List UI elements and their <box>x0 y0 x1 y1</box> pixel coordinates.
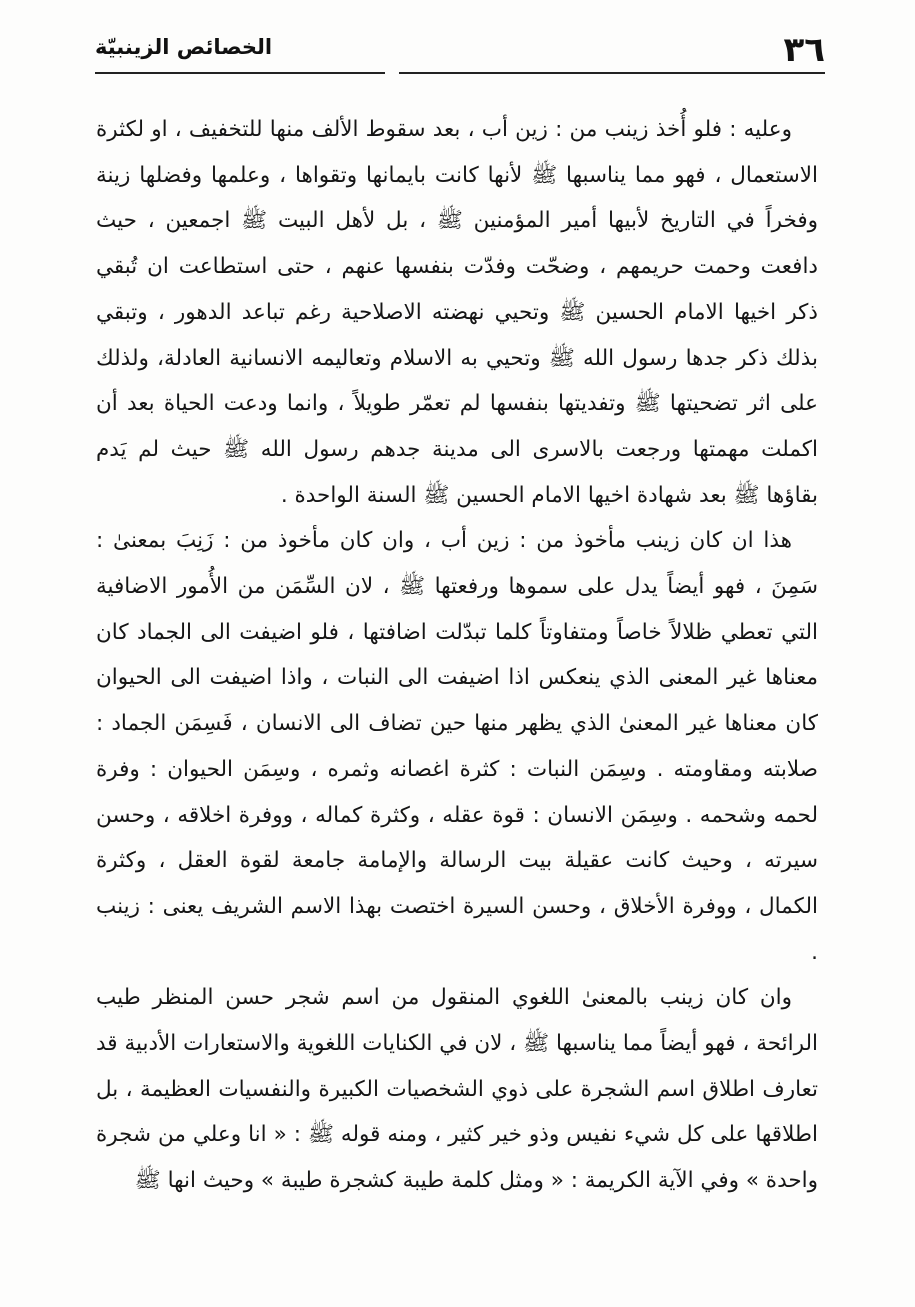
header-rule-gap <box>385 72 399 74</box>
paragraph-2 <box>96 518 818 975</box>
page-number: ٣٦ <box>783 30 825 70</box>
paragraph-1-text: وعليه : فلو أُخذ زينب من : زين أب ، بعد سقوط الألف منها للتخفيف ، او لكثرة الاستعمال ، فهو مما يناسبها ﷺ لأنها كانت بايمانها وتقواها ، وعلمها وفضلها زينة وفخراً في التاريخ لأبيها أمير المؤمنين ﷺ ، بل لأهل البيت ﷺ اجمعين ، حيث دافعت وحمت حريمهم ، وضحّت وفدّت بنفسها عنهم ، حتى استطاعت ان تُبقي ذكر اخيها الامام الحسين ﷺ وتحيي نهضته الاصلاحية رغم تباعد الدهور ، وتبقي بذلك ذكر جدها رسول الله ﷺ وتحيي به الاسلام وتعاليمه الانسانية العادلة، ولذلك على اثر تضحيتها ﷺ وتفديتها بنفسها لم تعمّر طويلاً ، وانما ودعت الحياة بعد أن اكملت مهمتها ورجعت بالاسرى الى مدينة جدهم رسول الله ﷺ حيث لم يَدم بقاؤها ﷺ بعد شهادة اخيها الامام الحسين ﷺ السنة الواحدة . <box>96 117 818 508</box>
paragraph-3-text: وان كان زينب بالمعنىٰ اللغوي المنقول من اسم شجر حسن المنظر طيب الرائحة ، فهو أيضاً مما يناسبها ﷺ ، لان في الكنايات اللغوية والاستعارات الأدبية قد تعارف اطلاق اسم الشجرة على ذوي الشخصيات الكبيرة والنفسيات العظيمة ، بل اطلاقها على كل شيء نفيس وذو خير كثير ، ومنه قوله ﷺ : « انا وعلي من شجرة واحدة » وفي الآية الكريمة : « ومثل كلمة طيبة كشجرة طيبة » وحيث انها ﷺ <box>96 985 818 1194</box>
book-title: الخصائص الزينبيّة <box>95 35 273 59</box>
page-body <box>96 107 818 1204</box>
paragraph-1 <box>96 107 818 518</box>
paragraph-3 <box>96 975 818 1204</box>
paragraph-2-text: هذا ان كان زينب مأخوذ من : زين أب ، وان كان مأخوذ من : زَنِبَ بمعنىٰ : سَمِنَ ، فهو أيضاً يدل على سموها ورفعتها ﷺ ، لان السِّمَن من الأُمور الاضافية التي تعطي ظلالاً خاصاً ومتفاوتاً كلما تبدّلت اضافتها ، فلو اضيفت الى الجماد كان معناها غير المعنى الذي ينعكس اذا اضيفت الى النبات ، واذا اضيفت الى الحيوان كان معناها غير المعنىٰ الذي يظهر منها حين تضاف الى الانسان ، فَسِمَن الجماد : صلابته ومقاومته . وسِمَن النبات : كثرة اغصانه وثمره ، وسِمَن الحيوان : وفرة لحمه وشحمه . وسِمَن الانسان : قوة عقله ، وكثرة كماله ، ووفرة اخلاقه ، وحسن سيرته ، وحيث كانت عقيلة بيت الرسالة والإمامة جامعة لقوة العقل ، وكثرة الكمال ، ووفرة الأخلاق ، وحسن السيرة اختصت بهذا الاسم الشريف يعنى : زينب . <box>96 528 818 965</box>
running-header <box>95 28 825 78</box>
header-rule <box>95 72 825 74</box>
